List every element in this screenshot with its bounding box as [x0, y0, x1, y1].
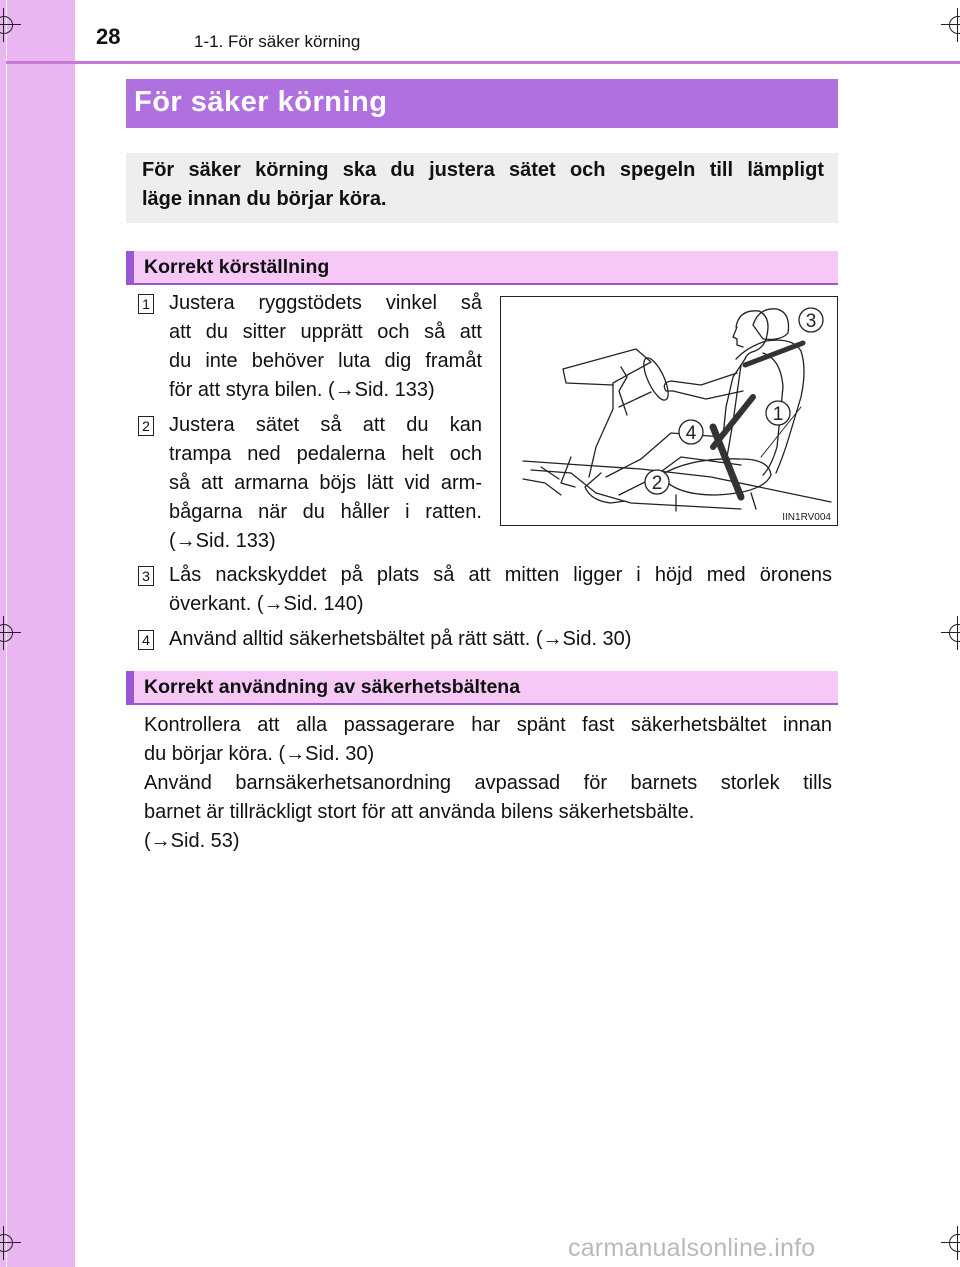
- item-line: Använd alltid säkerhetsbältet på rätt sätt. (→Sid. 30): [169, 628, 632, 650]
- callout-1: 1: [772, 404, 784, 425]
- list-item: [169, 625, 832, 654]
- paragraph-line: du börjar köra. (→Sid. 30): [144, 743, 375, 765]
- paragraph-line: (→Sid. 53): [144, 830, 240, 852]
- driving-posture-illustration: [500, 296, 838, 526]
- item-number-1: 1: [138, 294, 154, 314]
- callout-3: 3: [805, 311, 817, 332]
- paragraph-line: Kontrollera att alla passagerare har spänt fast säkerhetsbältet innan: [144, 714, 832, 736]
- intro-line: För säker körning ska du justera sätet och spegeln till lämpligt: [142, 159, 824, 181]
- item-line: Justera ryggstödets vinkel så: [169, 292, 482, 314]
- callout-2: 2: [651, 473, 663, 494]
- paragraph-line: Använd barnsäkerhetsanordning avpassad för barnets storlek tills: [144, 772, 832, 794]
- item-number-2: 2: [138, 416, 154, 436]
- seatbelt-paragraph: [144, 711, 832, 856]
- list-item: [169, 289, 482, 405]
- crop-mark-icon: [0, 1226, 21, 1260]
- item-line: att du sitter upprätt och så att: [169, 321, 482, 343]
- item-line: Lås nackskyddet på plats så att mitten ligger i höjd med öronens: [169, 564, 832, 586]
- page-number: 28: [96, 24, 121, 49]
- section-heading-seatbelts: Korrekt användning av säkerhetsbältena: [126, 671, 838, 705]
- intro-line: läge innan du börjar köra.: [142, 188, 387, 210]
- watermark: carmanualsonline.info: [568, 1234, 816, 1262]
- item-number-4: 4: [138, 630, 154, 650]
- crop-mark-icon: [941, 8, 960, 42]
- running-header: 1-1. För säker körning: [194, 32, 361, 51]
- item-line: bågarna när du håller i ratten.: [169, 501, 482, 523]
- item-line: så att armarna böjs lätt vid arm-: [169, 472, 482, 494]
- callout-4: 4: [685, 423, 697, 444]
- crop-mark-icon: [941, 1226, 960, 1260]
- seat-posture-drawing: [501, 297, 836, 524]
- list-item: [169, 411, 482, 556]
- intro-box: [126, 153, 838, 223]
- figure-code: IIN1RV004: [782, 512, 831, 523]
- list-item: [169, 561, 832, 619]
- item-line: Justera sätet så att du kan: [169, 414, 482, 436]
- item-line: överkant. (→Sid. 140): [169, 593, 364, 615]
- paragraph-line: barnet är tillräckligt stort för att använda bilens säkerhetsbälte.: [144, 801, 695, 823]
- item-number-3: 3: [138, 566, 154, 586]
- crop-mark-icon: [0, 616, 21, 650]
- header-rule: [6, 61, 960, 64]
- section-heading-posture: Korrekt körställning: [126, 251, 838, 285]
- crop-mark-icon: [941, 616, 960, 650]
- item-line: trampa ned pedalerna helt och: [169, 443, 482, 465]
- crop-mark-icon: [0, 8, 21, 42]
- item-line: du inte behöver luta dig framåt: [169, 350, 482, 372]
- page-title: För säker körning: [126, 79, 838, 128]
- item-line: för att styra bilen. (→Sid. 133): [169, 379, 435, 401]
- item-line: (→Sid. 133): [169, 530, 276, 552]
